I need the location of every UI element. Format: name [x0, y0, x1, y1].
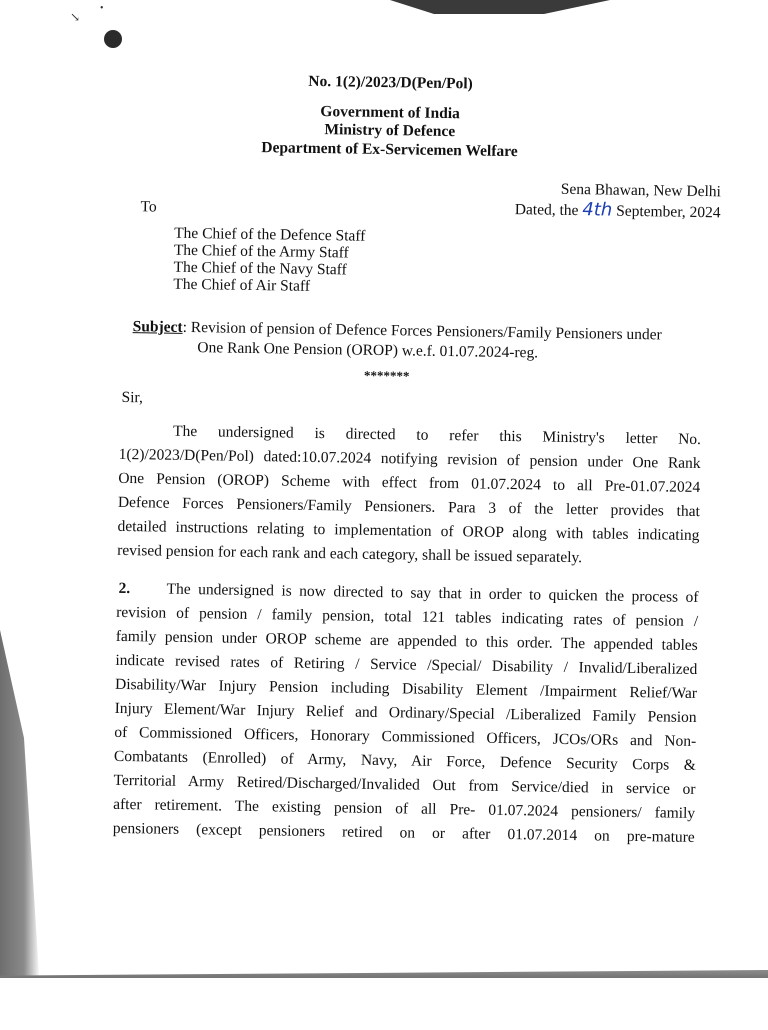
scan-dot: •: [100, 3, 104, 14]
salutation: Sir,: [121, 388, 144, 407]
para2-line-3: family pension under OROP scheme are appended to this order. The appended tables: [115, 627, 698, 655]
recipient-3: The Chief of the Navy Staff: [173, 258, 347, 279]
para2-line-7: of Commissioned Officers, Honorary Commissioned Officers, JCOs/ORs and Non-: [114, 723, 697, 750]
place: Sena Bhawan, New Delhi: [560, 180, 722, 201]
para1-line-3: One Pension (OROP) Scheme with effect from 01.07.2024 to all Pre-01.07.2024: [118, 469, 701, 497]
handwritten-day: 4th: [582, 199, 613, 221]
para2-line-8: Combatants (Enrolled) of Army, Navy, Air Force, Defence Security Corps &: [113, 747, 697, 774]
date-prefix: Dated, the: [514, 201, 579, 220]
date-suffix: September, 2024: [616, 202, 721, 222]
para2-line-5: Disability/War Injury Pension including Disability Element /Impairment Relief/War: [114, 675, 698, 703]
para1-line-2: 1(2)/2023/D(Pen/Pol) dated:10.07.2024 notifying revision of pension under One Rank: [118, 445, 701, 473]
government-heading: Government of India: [320, 103, 460, 123]
subject-text-1: : Revision of pension of Defence Forces Pensioners/Family Pensioners under: [182, 318, 662, 344]
recipient-2: The Chief of the Army Staff: [173, 241, 349, 262]
separator: *******: [363, 367, 410, 384]
para1-line-1: The undersigned is directed to refer this Ministry's letter No.: [172, 422, 702, 449]
recipient-1: The Chief of the Defence Staff: [174, 224, 366, 245]
scan-margin-bottom: [0, 978, 768, 1024]
reference-number: No. 1(2)/2023/D(Pen/Pol): [308, 72, 473, 93]
para1-line-4: Defence Forces Pensioners/Family Pensioners. Para 3 of the letter provides that: [117, 493, 700, 521]
date-line: [515, 198, 721, 222]
para2-line-1: The undersigned is now directed to say that in order to quicken the process of: [166, 580, 699, 607]
para2-line-9: Territorial Army Retired/Discharged/Invalided Out from Service/died in service or: [113, 771, 696, 798]
department-heading: Department of Ex-Servicemen Welfare: [261, 139, 518, 161]
scan-mark: ↘: [70, 10, 81, 24]
to-label: To: [140, 198, 157, 216]
recipient-4: The Chief of Air Staff: [173, 275, 311, 295]
para2-line-11: pensioners (except pensioners retired on or after 01.07.2014 on pre-mature: [112, 819, 695, 846]
subject-line-2: One Rank One Pension (OROP) w.e.f. 01.07.2024-reg.: [197, 339, 539, 362]
para2-number: 2.: [118, 579, 131, 598]
ministry-heading: Ministry of Defence: [324, 121, 456, 141]
para2-line-10: after retirement. The existing pension of all Pre- 01.07.2024 pensioners/ family: [113, 795, 696, 822]
para2-line-6: Injury Element/War Injury Relief and Ordinary/Special /Liberalized Family Pension: [114, 699, 697, 726]
para1-line-6: revised pension for each rank and each category, shall be issued separately.: [117, 541, 583, 567]
para1-line-5: detailed instructions relating to implementation of OROP along with tables indicating: [117, 517, 700, 545]
para2-line-2: revision of pension / family pension, total 121 tables indicating rates of pension /: [116, 603, 699, 631]
subject-label: Subject: [132, 318, 183, 336]
para2-line-4: indicate revised rates of Retiring / Service /Special/ Disability / Invalid/Liberalized: [115, 651, 698, 679]
